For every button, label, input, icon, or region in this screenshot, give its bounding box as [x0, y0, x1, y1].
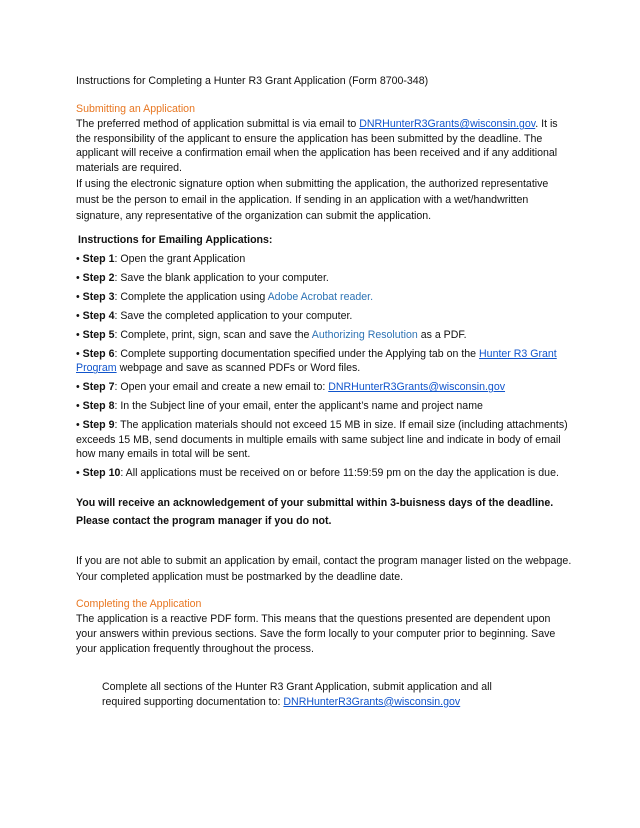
- step-8: • Step 8: In the Subject line of your email, enter the applicant’s name and project name: [76, 400, 483, 413]
- submitting-paragraph-2: If using the electronic signature option when submitting the application, the authorized representative must be the person to email in the application. If sending in an application with a wet/handwritten signature, any representative of the organization can submit the application.: [76, 177, 549, 223]
- email-link[interactable]: DNRHunterR3Grants@wisconsin.gov: [359, 118, 536, 131]
- hunter-r3-program-link[interactable]: Hunter R3 Grant Program: [76, 347, 557, 375]
- step-10: • Step 10: All applications must be received on or before 11:59:59 pm on the day the application is due.: [76, 467, 559, 480]
- document-page: [76, 74, 572, 709]
- step-9: • Step 9: The application materials should not exceed 15 MB in size. If email size (including attachments) exceeds 15 MB, send documents in multiple emails with same subject line and indicate in body of email how many emails in total will be sent.: [76, 419, 568, 461]
- step-5: • Step 5: Complete, print, sign, scan and save the Authorizing Resolution as a PDF.: [76, 328, 467, 341]
- final-instruction: Complete all sections of the Hunter R3 Grant Application, submit application and all required supporting documentation to: DNRHunterR3Grants@wisconsin.gov: [102, 681, 492, 708]
- authorizing-resolution-link[interactable]: Authorizing Resolution: [311, 328, 418, 341]
- step-4: • Step 4: Save the completed application to your computer.: [76, 310, 353, 323]
- email-link[interactable]: DNRHunterR3Grants@wisconsin.gov: [283, 695, 461, 708]
- completing-heading: Completing the Application: [76, 597, 202, 610]
- step-1: • Step 1: Open the grant Application: [76, 253, 246, 266]
- document-title: Instructions for Completing a Hunter R3 Grant Application (Form 8700-348): [76, 75, 429, 87]
- email-link[interactable]: DNRHunterR3Grants@wisconsin.gov: [328, 381, 506, 394]
- acknowledgement-notice: You will receive an acknowledgement of your submittal within 3-buisness days of the deadline. Please contact the program manager if you do not.: [76, 496, 554, 527]
- submitting-heading: Submitting an Application: [76, 102, 195, 115]
- no-email-paragraph: If you are not able to submit an application by email, contact the program manager listed on the webpage. Your completed application must be postmarked by the deadline date.: [76, 554, 572, 583]
- step-3: • Step 3: Complete the application using Adobe Acrobat reader.: [76, 291, 374, 304]
- instructions-heading: Instructions for Emailing Applications:: [78, 234, 273, 247]
- step-7: • Step 7: Open your email and create a new email to: DNRHunterR3Grants@wisconsin.gov: [76, 381, 506, 394]
- completing-paragraph: The application is a reactive PDF form. This means that the questions presented are dependent upon your answers within previous sections. Save the form locally to your computer prior to beginning. Save your application frequently throughout the process.: [76, 613, 556, 655]
- submitting-paragraph-1: The preferred method of application submittal is via email to DNRHunterR3Grants@wisconsin.gov. It is the responsibility of the applicant to ensure the application has been submitted by the deadline. The applicant will receive a confirmation email when the application has been received and if any additional materials are required.: [76, 118, 558, 174]
- step-2: • Step 2: Save the blank application to your computer.: [76, 272, 329, 285]
- step-6: • Step 6: Complete supporting documentation specified under the Applying tab on the Hunter R3 Grant Program webpage and save as scanned PDFs or Word files.: [76, 347, 557, 375]
- adobe-acrobat-link[interactable]: Adobe Acrobat reader.: [267, 291, 374, 304]
